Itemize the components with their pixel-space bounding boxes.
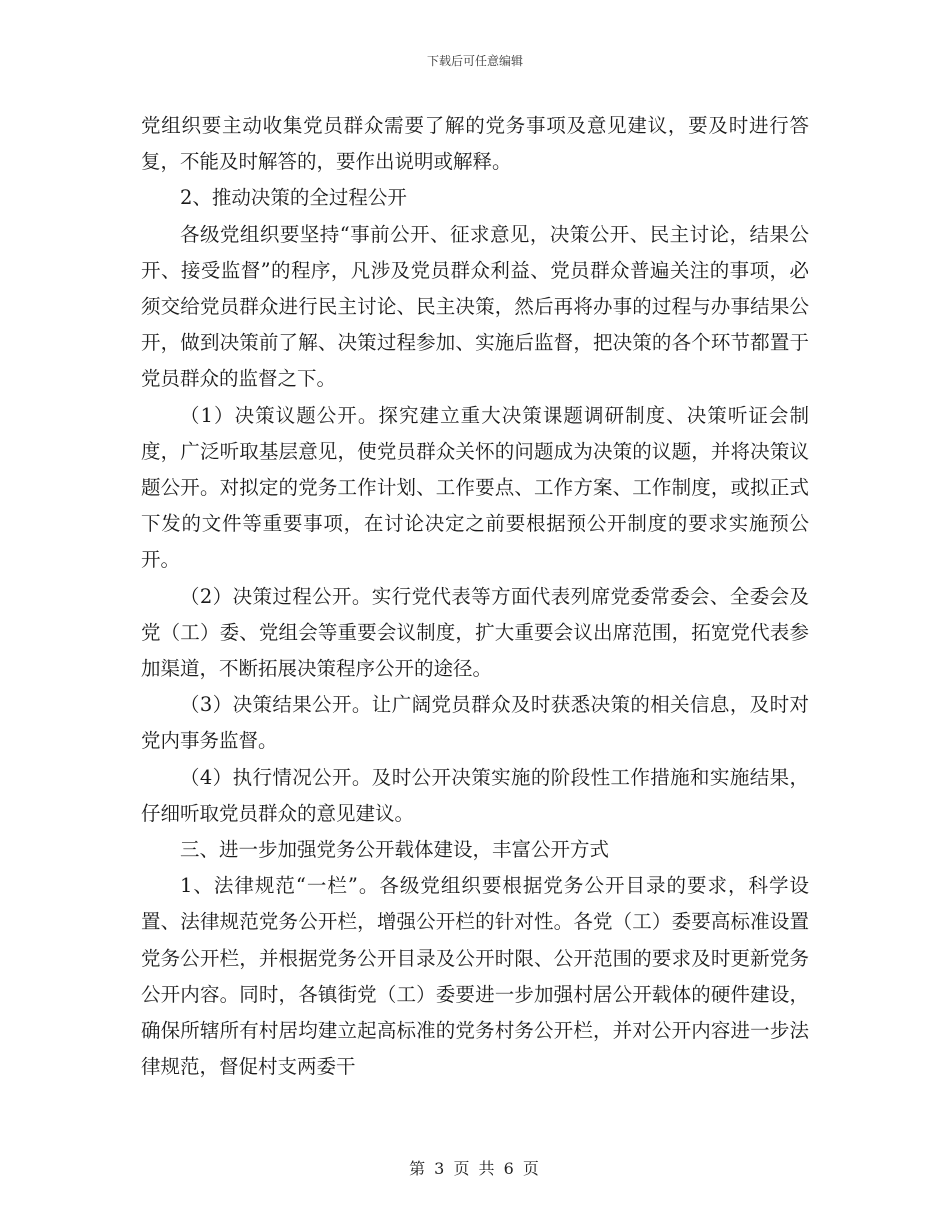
paragraph-9: 1、法律规范“一栏”。各级党组织要根据党务公开目录的要求，科学设置、法律规范党务公开栏，增强公开栏的针对性。各党（工）委要高标准设置党务公开栏，并根据党务公开目录及公开时限、公开范围的要求及时更新党务公开内容。同时，各镇街党（工）委要进一步加强村居公开载体的硬件建设，确保所辖所有村居均建立起高标准的党务村务公开栏，并对公开内容进一步法律规范，督促村支两委干	[141, 874, 809, 1079]
paragraph-4-item-1: （1）决策议题公开。探究建立重大决策课题调研制度、决策听证会制度，广泛听取基层意见，使党员群众关怀的问题成为决策的议题，并将决策议题公开。对拟定的党务工作计划、工作要点、工作方案、工作制度，或拟正式下发的文件等重要事项，在讨论决定之前要根据预公开制度的要求实施预公开。	[141, 403, 809, 572]
paragraph-3: 各级党组织要坚持“事前公开、征求意见，决策公开、民主讨论，结果公开、接受监督”的程序，凡涉及党员群众利益、党员群众普遍关注的事项，必须交给党员群众进行民主讨论、民主决策，然后再将办事的过程与办事结果公开，做到决策前了解、决策过程参加、实施后监督，把决策的各个环节都置于党员群众的监督之下。	[141, 222, 809, 391]
paragraph-7-item-4: （4）执行情况公开。及时公开决策实施的阶段性工作措施和实施结果，仔细听取党员群众的意见建议。	[141, 765, 809, 825]
paragraph-6-item-3: （3）决策结果公开。让广阔党员群众及时获悉决策的相关信息，及时对党内事务监督。	[141, 693, 809, 753]
paragraph-2-heading: 2、推动决策的全过程公开	[180, 186, 407, 210]
section-3-heading: 三、进一步加强党务公开载体建设，丰富公开方式	[180, 838, 610, 862]
paragraph-1: 党组织要主动收集党员群众需要了解的党务事项及意见建议，要及时进行答复，不能及时解答的，要作出说明或解释。	[141, 114, 809, 174]
page-number-footer: 第 3 页 共 6 页	[409, 1159, 541, 1178]
paragraph-5-item-2: （2）决策过程公开。实行党代表等方面代表列席党委常委会、全委会及党（工）委、党组会等重要会议制度，扩大重要会议出席范围，拓宽党代表参加渠道，不断拓展决策程序公开的途径。	[141, 584, 809, 681]
download-editable-note: 下载后可任意编辑	[426, 54, 523, 68]
document-body	[141, 108, 809, 1085]
